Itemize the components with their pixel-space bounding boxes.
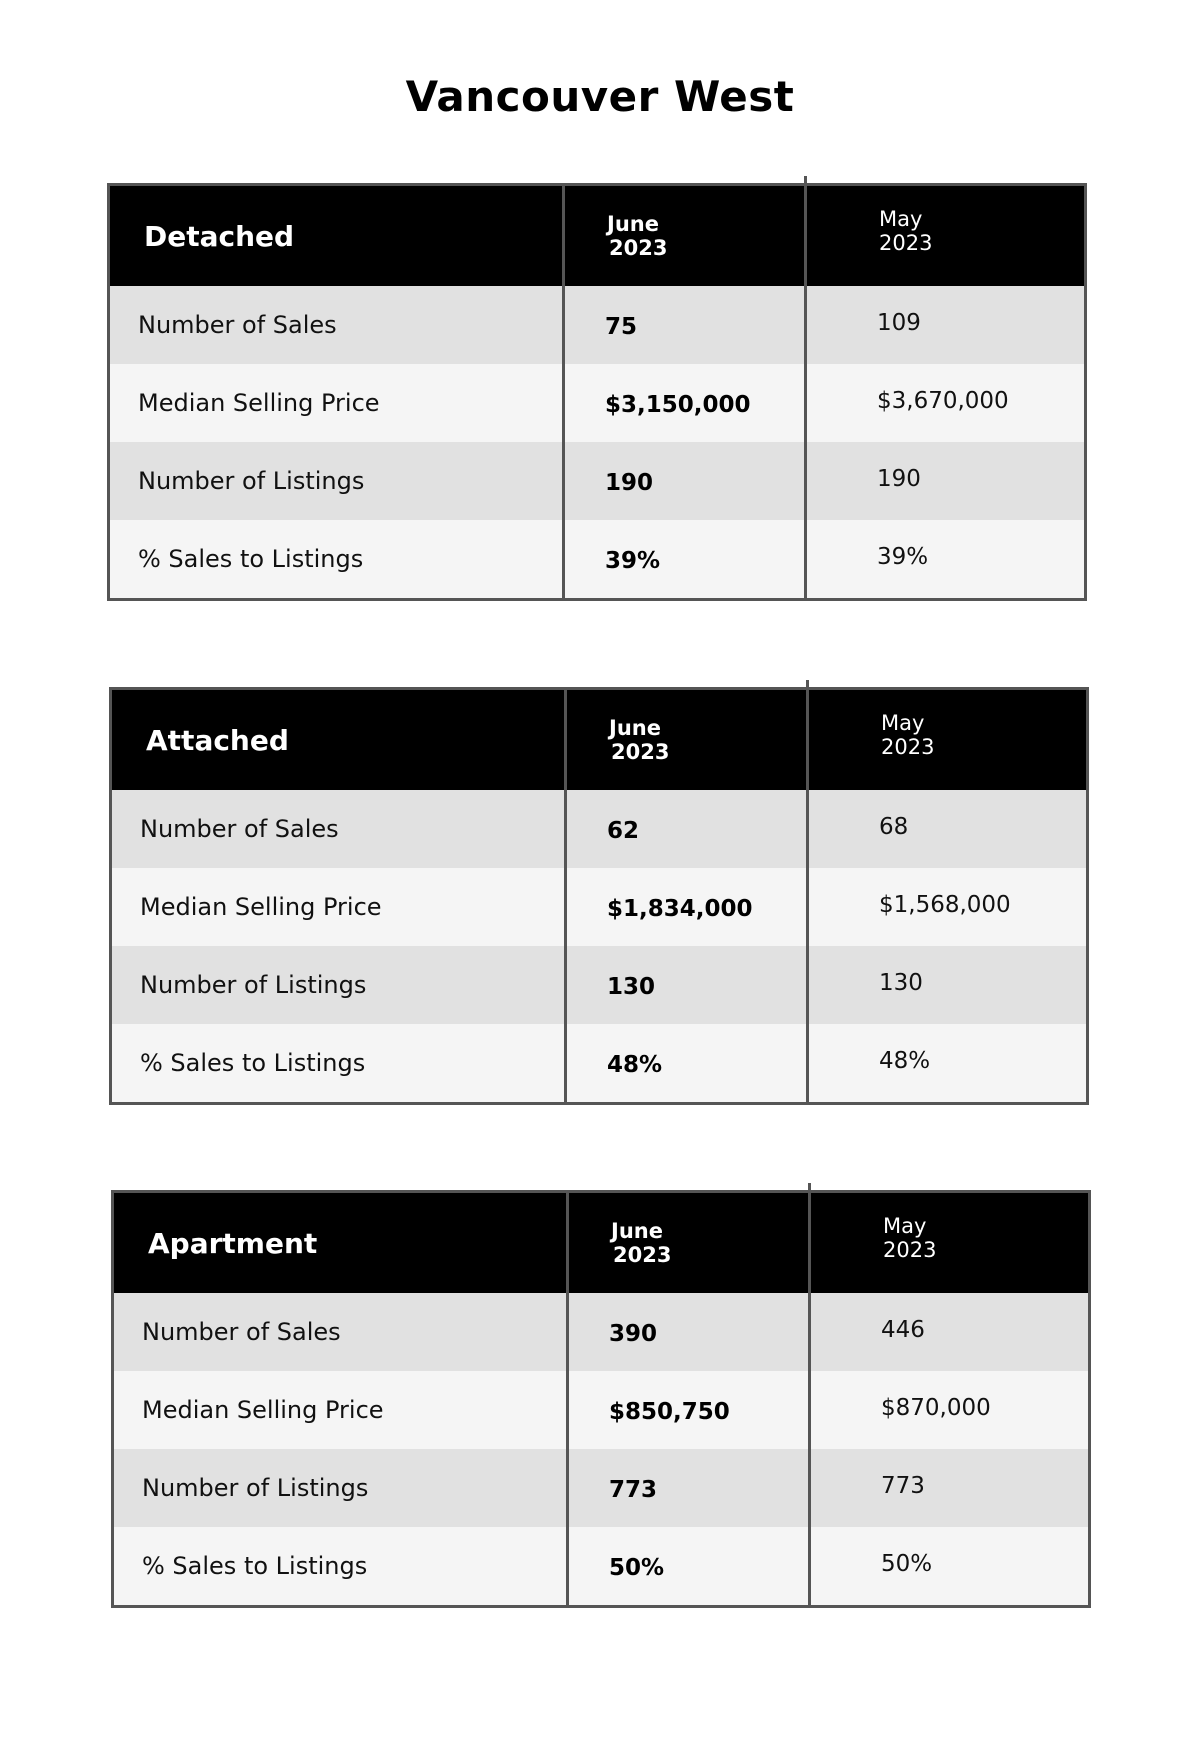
- current-value: 48%: [564, 1024, 806, 1102]
- prior-year-label: 2023: [879, 231, 933, 255]
- prior-value: 446: [808, 1293, 1088, 1371]
- current-period-header: [562, 186, 804, 286]
- page-title: Vancouver West: [405, 72, 795, 121]
- prior-value: $870,000: [808, 1371, 1088, 1449]
- metric-label: Number of Listings: [140, 971, 367, 999]
- prior-year-label: 2023: [883, 1238, 937, 1262]
- current-month-label: June: [609, 716, 661, 740]
- current-value: 130: [564, 946, 806, 1024]
- current-value: $1,834,000: [564, 868, 806, 946]
- current-year-label: 2023: [611, 740, 670, 764]
- table-row: [112, 868, 1086, 946]
- current-month-label: June: [607, 212, 659, 236]
- category-label: Detached: [144, 219, 295, 253]
- prior-period-header: [806, 680, 1086, 790]
- metric-label: % Sales to Listings: [138, 545, 364, 573]
- detached-stats-table: [107, 183, 1087, 601]
- prior-month-label: May: [881, 711, 925, 735]
- current-year-label: 2023: [613, 1243, 672, 1267]
- current-value: 190: [562, 442, 804, 520]
- metric-label: % Sales to Listings: [142, 1552, 368, 1580]
- table-row: [114, 1371, 1088, 1449]
- prior-value: $3,670,000: [804, 364, 1084, 442]
- prior-value: 39%: [804, 520, 1084, 598]
- current-year-label: 2023: [609, 236, 668, 260]
- table-row: [110, 520, 1084, 598]
- metric-label: Number of Sales: [140, 815, 339, 843]
- current-value: 50%: [566, 1527, 808, 1605]
- table-row: [112, 1024, 1086, 1102]
- category-label: Attached: [146, 723, 289, 757]
- prior-value: 190: [804, 442, 1084, 520]
- prior-value: 48%: [806, 1024, 1086, 1102]
- table-row: [110, 364, 1084, 442]
- table-row: [114, 1293, 1088, 1371]
- prior-value: 50%: [808, 1527, 1088, 1605]
- metric-label: Number of Listings: [138, 467, 365, 495]
- prior-value: 68: [806, 790, 1086, 868]
- prior-value: $1,568,000: [806, 868, 1086, 946]
- prior-month-label: May: [879, 207, 923, 231]
- current-value: 39%: [562, 520, 804, 598]
- current-period-header: [564, 690, 806, 790]
- current-value: 75: [562, 286, 804, 364]
- attached-stats-table: [109, 687, 1089, 1105]
- table-row: [114, 1449, 1088, 1527]
- metric-label: Number of Sales: [138, 311, 337, 339]
- prior-period-header: [808, 1183, 1088, 1293]
- table-header-row: [114, 1193, 1088, 1293]
- current-period-header: [566, 1193, 808, 1293]
- table-header-row: [110, 186, 1084, 286]
- table-row: [110, 442, 1084, 520]
- metric-label: Median Selling Price: [138, 389, 380, 417]
- table-row: [112, 790, 1086, 868]
- current-value: 62: [564, 790, 806, 868]
- metric-label: Number of Listings: [142, 1474, 369, 1502]
- prior-year-label: 2023: [881, 735, 935, 759]
- apartment-stats-table: [111, 1190, 1091, 1608]
- metric-label: Number of Sales: [142, 1318, 341, 1346]
- current-value: 773: [566, 1449, 808, 1527]
- prior-value: 130: [806, 946, 1086, 1024]
- table-header-row: [112, 690, 1086, 790]
- metric-label: Median Selling Price: [140, 893, 382, 921]
- current-month-label: June: [611, 1219, 663, 1243]
- table-row: [110, 286, 1084, 364]
- table-row: [114, 1527, 1088, 1605]
- current-value: 390: [566, 1293, 808, 1371]
- current-value: $850,750: [566, 1371, 808, 1449]
- table-row: [112, 946, 1086, 1024]
- category-label: Apartment: [148, 1226, 318, 1260]
- prior-month-label: May: [883, 1214, 927, 1238]
- metric-label: Median Selling Price: [142, 1396, 384, 1424]
- current-value: $3,150,000: [562, 364, 804, 442]
- prior-value: 109: [804, 286, 1084, 364]
- prior-value: 773: [808, 1449, 1088, 1527]
- prior-period-header: [804, 176, 1084, 286]
- metric-label: % Sales to Listings: [140, 1049, 366, 1077]
